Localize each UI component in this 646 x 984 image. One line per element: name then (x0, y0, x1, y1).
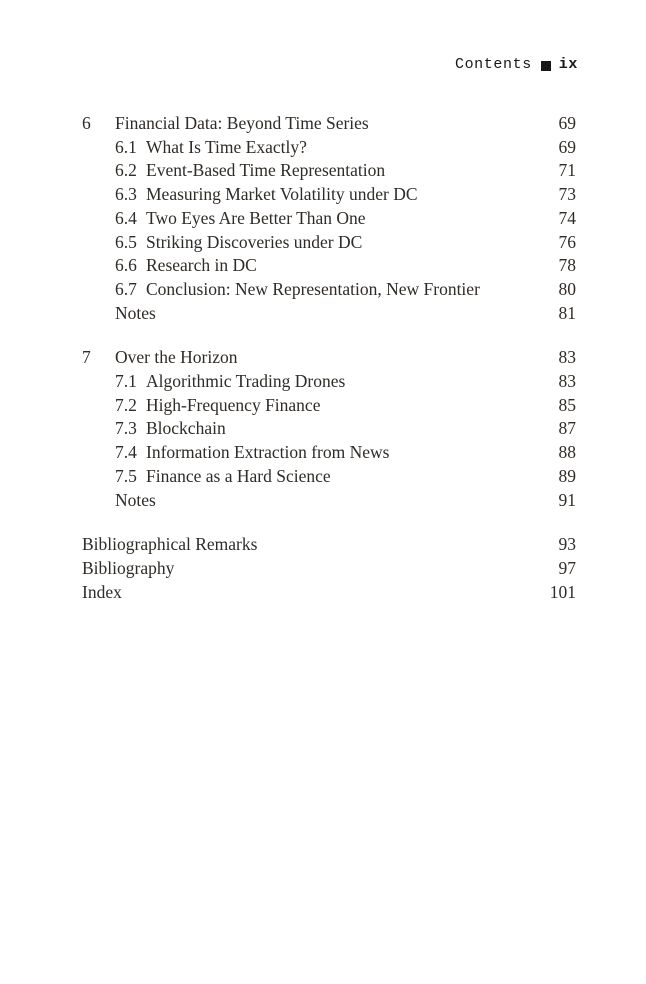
entry-page-number: 81 (558, 302, 576, 323)
toc-notes-row (82, 302, 576, 326)
entry-page-number: 69 (558, 136, 576, 157)
entry-number: 7.4 (115, 442, 137, 463)
entry-title: Conclusion: New Representation, New Frontier (146, 278, 480, 299)
entry-title: Striking Discoveries under DC (146, 231, 363, 252)
page-header (455, 56, 578, 73)
toc-backmatter-row (82, 557, 576, 581)
entry-title: Financial Data: Beyond Time Series (115, 113, 369, 133)
table-of-contents (82, 112, 576, 604)
entry-page-number: 83 (558, 371, 576, 392)
entry-page-number: 78 (558, 255, 576, 276)
entry-title: Bibliography (82, 557, 175, 578)
entry-page-number: 93 (558, 534, 576, 555)
square-bullet-icon (541, 61, 551, 71)
entry-number: 6.7 (115, 278, 137, 299)
entry-title: Blockchain (146, 418, 226, 439)
entry-number: 7 (82, 347, 91, 368)
toc-backmatter-row (82, 581, 576, 605)
entry-page-number: 71 (558, 160, 576, 181)
entry-number: 6.5 (115, 231, 137, 252)
entry-page-number: 83 (558, 347, 576, 368)
entry-page-number: 97 (558, 557, 576, 578)
entry-page-number: 91 (558, 489, 576, 510)
entry-title: Finance as a Hard Science (146, 465, 331, 486)
entry-title: Event-Based Time Representation (146, 160, 386, 181)
entry-page-number: 88 (558, 442, 576, 463)
entry-page-number: 101 (549, 581, 576, 602)
toc-subentry-row (82, 394, 576, 418)
toc-chapter-row (82, 346, 576, 370)
entry-number: 6.1 (115, 136, 137, 157)
entry-title: Notes (115, 489, 156, 510)
toc-subentry-row (82, 417, 576, 441)
entry-title: Index (82, 581, 122, 602)
entry-number: 6.3 (115, 184, 137, 205)
toc-section-backmatter (82, 533, 576, 604)
entry-title: Over the Horizon (115, 347, 238, 368)
toc-section-chapter-7 (82, 346, 576, 512)
toc-subentry-row (82, 254, 576, 278)
entry-title: Bibliographical Remarks (82, 534, 258, 555)
toc-subentry-row (82, 159, 576, 183)
folio-page-number: ix (558, 56, 578, 73)
entry-title: Research in DC (146, 255, 257, 276)
entry-number: 7.5 (115, 465, 137, 486)
entry-number: 6 (82, 113, 91, 133)
entry-title: High-Frequency Finance (146, 394, 321, 415)
toc-subentry-row (82, 183, 576, 207)
entry-number: 6.4 (115, 207, 137, 228)
toc-subentry-row (82, 370, 576, 394)
entry-page-number: 74 (558, 207, 576, 228)
entry-title: Information Extraction from News (146, 442, 390, 463)
entry-page-number: 76 (558, 231, 576, 252)
entry-page-number: 80 (558, 278, 576, 299)
entry-title: What Is Time Exactly? (146, 136, 307, 157)
entry-page-number: 69 (558, 113, 576, 133)
entry-number: 7.1 (115, 371, 137, 392)
entry-number: 7.3 (115, 418, 137, 439)
entry-number: 7.2 (115, 394, 137, 415)
toc-backmatter-row (82, 533, 576, 557)
toc-subentry-row (82, 441, 576, 465)
entry-page-number: 73 (558, 184, 576, 205)
entry-page-number: 89 (558, 465, 576, 486)
entry-title: Notes (115, 302, 156, 323)
toc-subentry-row (82, 278, 576, 302)
entry-number: 6.2 (115, 160, 137, 181)
entry-page-number: 87 (558, 418, 576, 439)
toc-subentry-row (82, 136, 576, 160)
entry-number: 6.6 (115, 255, 137, 276)
entry-title: Measuring Market Volatility under DC (146, 184, 418, 205)
running-title: Contents (454, 56, 532, 73)
entry-page-number: 85 (558, 394, 576, 415)
toc-chapter-row (82, 112, 576, 136)
toc-notes-row (82, 489, 576, 513)
toc-subentry-row (82, 465, 576, 489)
toc-section-chapter-6 (82, 112, 576, 325)
toc-subentry-row (82, 231, 576, 255)
entry-title: Two Eyes Are Better Than One (146, 207, 366, 228)
toc-subentry-row (82, 207, 576, 231)
entry-title: Algorithmic Trading Drones (146, 371, 346, 392)
